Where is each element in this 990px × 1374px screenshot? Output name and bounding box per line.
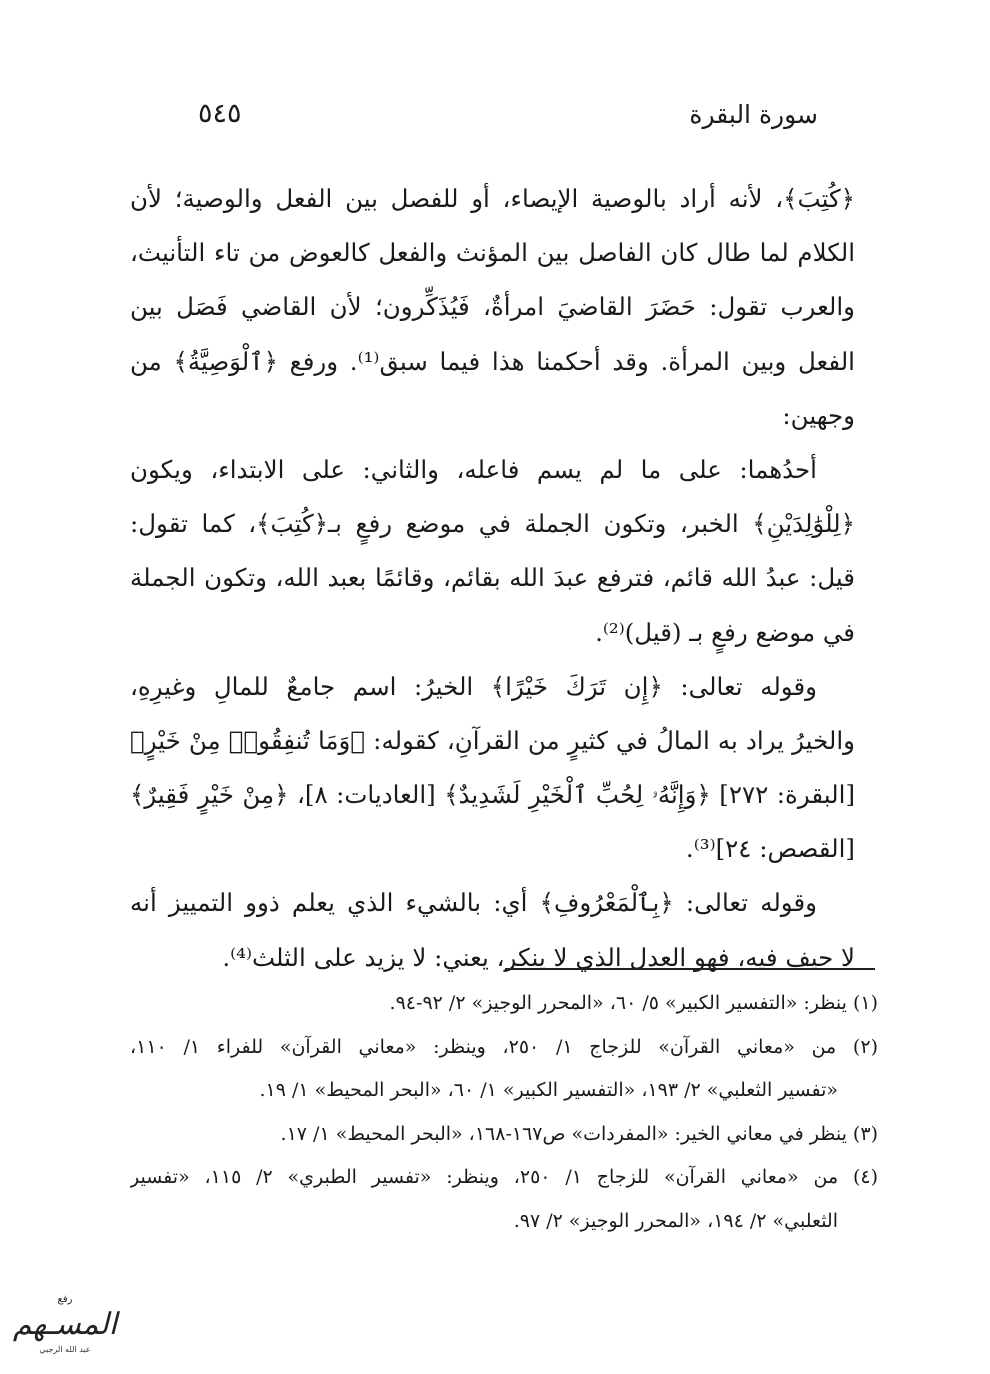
- surah-title: سورة البقرة: [689, 100, 818, 129]
- text-line: الفعل وبين المرأة. وقد أحكمنا هذا فيما سبق⁽¹⁾. ورفع ﴿ٱلْوَصِيَّةُ﴾ من: [130, 346, 855, 376]
- text-line: وقوله تعالى: ﴿بِٱلْمَعْرُوفِ﴾ أي: بالشيء الذي يعلم ذوو التمييز أنه: [130, 888, 817, 918]
- text-line: [البقرة: ٢٧٢] ﴿وَإِنَّهُۥ لِحُبِّ ٱلْخَيْرِ لَشَدِيدٌ﴾ [العاديات: ٨]، ﴿مِنْ خَيْرٍ فَقِيرٌ﴾: [130, 780, 855, 810]
- logo-caption: عبد الله الرجبي: [39, 1345, 91, 1354]
- text-line: [القصص: ٢٤]⁽³⁾.: [685, 834, 855, 864]
- text-line: في موضع رفعٍ بـ (قيل)⁽²⁾.: [595, 617, 855, 647]
- text-line: الكلام لما طال كان الفاصل بين المؤنث والفعل كالعوض من تاء التأنيث،: [130, 238, 855, 268]
- footnote-line: «تفسير الثعلبي» ٢/ ١٩٣، «التفسير الكبير» ١/ ٦٠، «البحر المحيط» ١/ ١٩.: [259, 1079, 838, 1101]
- footnote-separator: [505, 968, 875, 970]
- page-number: ٥٤٥: [198, 98, 242, 129]
- text-line: والخيرُ يراد به المالُ في كثيرٍ من القرآنِ، كقوله: ﴿وَمَا تُنفِقُوا۟ مِنْ خَيْرٍ﴾: [130, 725, 855, 755]
- text-line: ﴿كُتِبَ﴾، لأنه أراد بالوصية الإيصاء، أو للفصل بين الفعل والوصية؛ لأن: [130, 184, 855, 213]
- main-text: [130, 172, 855, 985]
- footnote-line: (٤) من «معاني القرآن» للزجاج ١/ ٢٥٠، وينظر: «تفسير الطبري» ٢/ ١١٥، «تفسير: [130, 1166, 878, 1188]
- text-line: ﴿لِلْوَٰلِدَيْنِ﴾ الخبر، وتكون الجملة في موضع رفعٍ بـ﴿كُتِبَ﴾، كما تقول:: [130, 509, 855, 539]
- text-line: أحدُهما: على ما لم يسم فاعله، والثاني: على الابتداء، ويكون: [130, 454, 817, 484]
- logo-small-text: رفع: [57, 1294, 73, 1305]
- footnote-line: (١) ينظر: «التفسير الكبير» ٥/ ٦٠، «المحرر الوجيز» ٢/ ٩٢-٩٤.: [389, 992, 878, 1014]
- footnote-line: (٣) ينظر في معاني الخير: «المفردات» ص١٦٧-١٦٨، «البحر المحيط» ١/ ١٧.: [280, 1122, 878, 1145]
- text-line: لا حيف فيه، فهو العدل الذي لا ينكر، يعني: لا يزيد على الثلث⁽⁴⁾.: [222, 942, 855, 972]
- publisher-logo: [10, 1290, 120, 1360]
- logo-main-text: المسـهم: [12, 1307, 118, 1342]
- footnote-line: (٢) من «معاني القرآن» للزجاج ١/ ٢٥٠، وينظر: «معاني القرآن» للفراء ١/ ١١٠،: [130, 1035, 878, 1058]
- text-line: وقوله تعالى: ﴿إِن تَرَكَ خَيْرًا﴾ الخيرُ: اسم جامعٌ للمالِ وغيرِهِ،: [130, 671, 817, 701]
- text-line: قيل: عبدُ الله قائم، فترفع عبدَ الله بقائم، وقائمًا بعبد الله، وتكون الجملة: [130, 563, 855, 593]
- page-header: [178, 100, 818, 150]
- footnotes: [130, 982, 878, 1243]
- text-line: والعرب تقول: حَضَرَ القاضيَ امرأةٌ، فَيُذَكِّرون؛ لأن القاضي فَصَل بين: [130, 292, 855, 322]
- footnote-line: الثعلبي» ٢/ ١٩٤، «المحرر الوجيز» ٢/ ٩٧.: [513, 1209, 838, 1232]
- text-line: وجهين:: [782, 400, 855, 430]
